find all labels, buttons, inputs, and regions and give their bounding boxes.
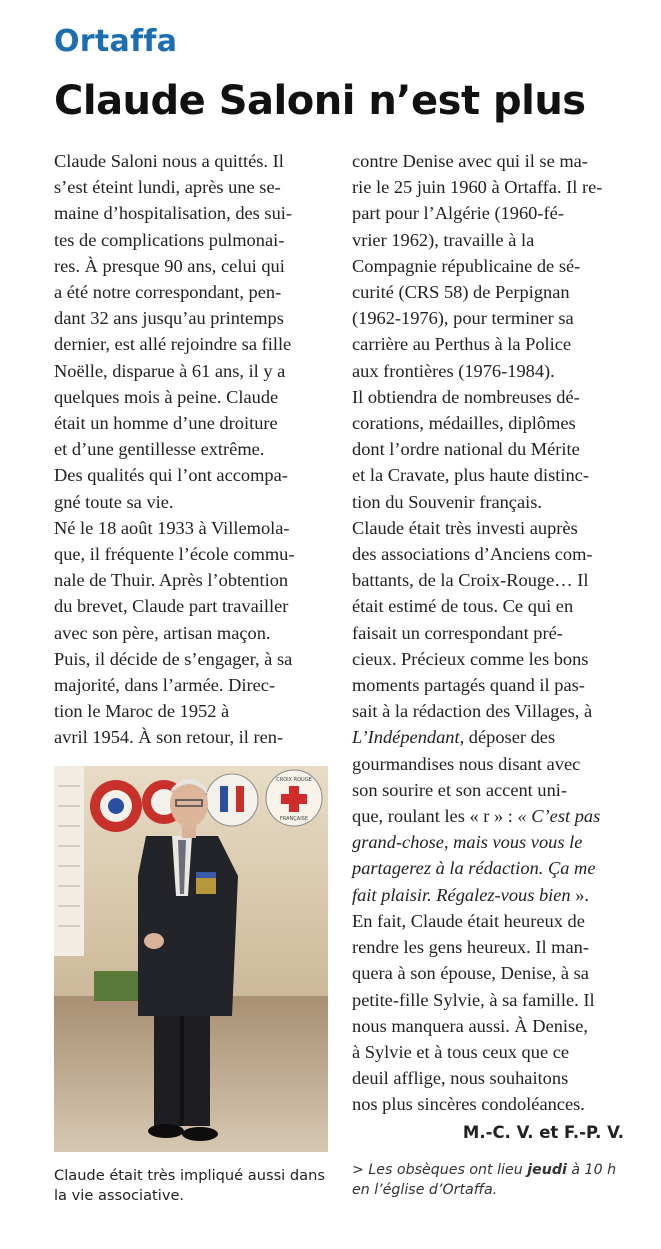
text-line: battants, de la Croix-Rouge… Il — [352, 570, 589, 591]
red-cross-horizontal — [281, 794, 307, 804]
text-line: corations, médailles, diplômes — [352, 413, 576, 434]
text-fragment: , déposer des — [459, 727, 556, 748]
text-line: était un homme d’une droiture — [54, 413, 278, 434]
emblem-3-stripe-red — [236, 786, 244, 812]
text-line: contre Denise avec qui il se ma- — [352, 151, 588, 171]
text-line: dant 32 ans jusqu’au printemps — [54, 308, 284, 329]
text-line: tion le Maroc de 1952 à — [54, 701, 230, 722]
text-line: que, il fréquente l’école commu- — [54, 544, 295, 565]
text-line: son sourire et son accent uni- — [352, 779, 568, 800]
text-line: s’est éteint lundi, après une se- — [54, 177, 281, 198]
quote-fragment: grand-chose, mais vous vous le — [352, 832, 583, 853]
text-line: rie le 25 juin 1960 à Ortaffa. Il re- — [352, 177, 603, 198]
text-line: tion du Souvenir français. — [352, 491, 542, 512]
text-line: Né le 18 août 1933 à Villemola- — [54, 517, 290, 538]
medal-ribbons — [196, 872, 216, 878]
text-line: deuil afflige, nous souhaitons — [352, 1068, 569, 1089]
text-line: aux frontières (1976-1984). — [352, 360, 555, 381]
column-2-text — [352, 148, 624, 1118]
text-line: part pour l’Algérie (1960-fé- — [352, 203, 564, 224]
trouser-gap — [180, 1016, 184, 1126]
text-line: et d’une gentillesse extrême. — [54, 439, 265, 460]
emblem-3-stripe-blue — [220, 786, 228, 812]
text-line: quelques mois à peine. Claude — [54, 386, 279, 407]
column-1-text — [54, 148, 326, 751]
text-line: Puis, il décide de s’engager, à sa — [54, 648, 293, 669]
text-line: cieux. Précieux comme les bons — [352, 648, 589, 669]
notice-suffix: à 10 h en l’église d’Ortaffa. — [352, 1162, 617, 1198]
text-line: Noëlle, disparue à 61 ans, il y a — [54, 360, 286, 381]
text-line — [352, 855, 624, 881]
text-line: curité (CRS 58) de Perpignan — [352, 282, 570, 303]
section-rubric: Ortaffa — [54, 24, 178, 59]
quote-fragment: « C’est pas — [517, 806, 601, 827]
author-signature: M.-C. V. et F.-P. V. — [462, 1122, 624, 1142]
text-line: du brevet, Claude part travailler — [54, 596, 289, 617]
text-line: (1962-1976), pour terminer sa — [352, 308, 574, 329]
text-line: a été notre correspondant, pen- — [54, 282, 282, 303]
article-column-2 — [352, 148, 624, 1146]
emblem-3 — [206, 774, 258, 826]
quote-fragment: fait plaisir. Régalez-vous bien — [352, 884, 571, 905]
text-line: petite-fille Sylvie, à sa famille. Il — [352, 989, 595, 1010]
text-line: dont l’ordre national du Mérite — [352, 439, 580, 460]
notice-prefix: > Les obsèques ont lieu — [352, 1162, 528, 1178]
text-line: faisait un correspondant pré- — [352, 622, 563, 643]
text-line: carrière au Perthus à la Police — [352, 334, 572, 355]
text-line: nale de Thuir. Après l’obtention — [54, 570, 289, 591]
emblem-1-core — [108, 798, 124, 814]
text-line — [352, 803, 624, 829]
photo-illustration — [54, 766, 328, 1152]
text-line — [352, 882, 624, 908]
newspaper-name: L’Indépendant — [352, 727, 460, 748]
text-line: maine d’hospitalisation, des sui- — [54, 203, 293, 224]
photo-caption: Claude était très impliqué aussi dans la vie associative. — [54, 1167, 325, 1204]
text-line: majorité, dans l’armée. Direc- — [54, 675, 276, 696]
text-line: gourmandises nous disant avec — [352, 753, 581, 774]
funeral-notice — [352, 1160, 632, 1200]
text-line: avec son père, artisan maçon. — [54, 622, 271, 643]
text-line: était estimé de tous. Ce qui en — [352, 596, 574, 617]
text-line — [352, 724, 624, 750]
plaque-board — [54, 766, 84, 956]
text-line: Claude était très investi auprès — [352, 517, 578, 538]
right-shoe — [182, 1127, 218, 1141]
text-line: dernier, est allé rejoindre sa fille — [54, 334, 292, 355]
notice-day: jeudi — [527, 1162, 567, 1178]
emblem-text-top: CROIX ROUGE — [276, 777, 312, 783]
text-line: nous manquera aussi. À Denise, — [352, 1015, 588, 1036]
headline: Claude Saloni n’est plus — [54, 78, 586, 124]
article-column-1 — [54, 148, 326, 751]
text-line: avril 1954. À son retour, il ren- — [54, 727, 284, 748]
text-line: à Sylvie et à tous ceux que ce — [352, 1041, 570, 1062]
text-line: des associations d’Anciens com- — [352, 544, 593, 565]
text-line: gné toute sa vie. — [54, 491, 174, 512]
text-line: Des qualités qui l’ont accompa- — [54, 465, 288, 486]
text-line: tes de complications pulmonai- — [54, 229, 285, 250]
text-fragment: ». — [570, 884, 590, 905]
text-line: Il obtiendra de nombreuses dé- — [352, 386, 580, 407]
text-line: et la Cravate, plus haute distinc- — [352, 465, 589, 486]
left-shoe — [148, 1124, 184, 1138]
text-line: nos plus sincères condoléances. — [352, 1094, 585, 1115]
text-line: quera à son épouse, Denise, à sa — [352, 963, 589, 984]
article-photo — [54, 766, 328, 1152]
text-line: res. À presque 90 ans, celui qui — [54, 255, 285, 276]
text-line: En fait, Claude était heureux de — [352, 910, 585, 931]
quote-fragment: partagerez à la rédaction. Ça me — [352, 858, 596, 879]
text-line: Claude Saloni nous a quittés. Il — [54, 151, 284, 171]
text-fragment: que, roulant les « r » : — [352, 806, 518, 827]
medals — [196, 878, 216, 894]
text-line: vrier 1962), travaille à la — [352, 229, 535, 250]
text-line: moments partagés quand il pas- — [352, 675, 585, 696]
emblem-text-bottom: FRANÇAISE — [279, 816, 309, 822]
text-line: rendre les gens heureux. Il man- — [352, 937, 589, 958]
text-line: sait à la rédaction des Villages, à — [352, 701, 593, 722]
text-line: Compagnie républicaine de sé- — [352, 255, 581, 276]
left-hand — [144, 933, 164, 949]
text-line — [352, 829, 624, 855]
